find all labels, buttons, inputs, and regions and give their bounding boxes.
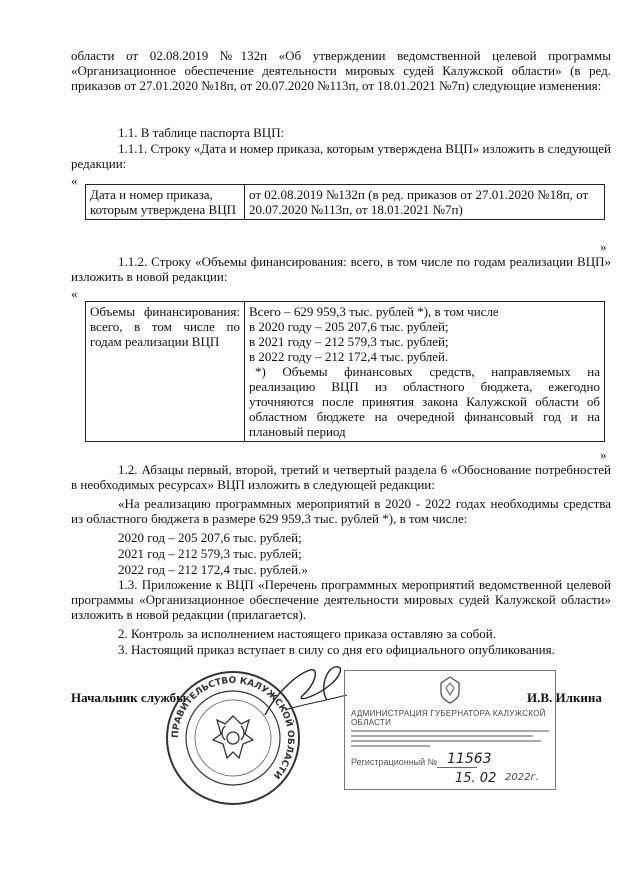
stamp-reg-number: 11563 — [447, 751, 492, 767]
item-3-paragraph: 3. Настоящий приказ вступает в силу со дня его официального опубликования. — [118, 642, 555, 657]
table-financing — [85, 301, 605, 442]
year-line-2022: 2022 год – 212 172,4 тыс. рублей.» — [118, 562, 308, 577]
item-1-1-1-paragraph: 1.1.1. Строку «Дата и номер приказа, которым утверждена ВЦП» изложить в следующей редакции: — [71, 141, 611, 171]
item-1-2-quote: «На реализацию программных мероприятий в 2020 - 2022 годах необходимы средства из областного бюджета в размере 629 959,3 тыс. рублей *), в том числе: — [71, 496, 611, 526]
table1-right-cell: от 02.08.2019 №132п (в ред. приказов от 27.01.2020 №18п, от 20.07.2020 №113п, от 18.01.2021 №7п) — [245, 185, 605, 220]
financing-line-2022: в 2022 году – 212 172,4 тыс. рублей. — [249, 349, 449, 364]
official-seal — [163, 668, 303, 808]
table1-left-cell: Дата и номер приказа, которым утверждена ВЦП — [86, 185, 245, 220]
signatory-position: Начальник службы — [71, 690, 187, 705]
quote-open-1: « — [71, 173, 78, 188]
table2-right-cell — [245, 302, 605, 442]
years-list — [118, 530, 418, 577]
intro-paragraph: области от 02.08.2019 №132п «Об утверждении ведомственной целевой программы «Организационное обеспечение деятельности мировых судей Калужской области» (в ред. приказов от 27.01.2020 №18п, от 20.07.2020 №113п, от 18.01.2021 №7п) следующие изменения: — [71, 48, 611, 93]
table2-left-cell: Объемы финансирования: всего, в том числе по годам реализации ВЦП — [86, 302, 245, 442]
item-1-1-2-paragraph: 1.1.2. Строку «Объемы финансирования: всего, в том числе по годам реализации ВЦП» изложить в новой редакции: — [71, 254, 611, 284]
financing-footnote: *) Объемы финансовых средств, направляемых на реализацию ВЦП из областного бюджета, ежегодно уточняются после принятия закона Калужской области об областном бюджете на очередной финансовый год и на плановый период — [249, 364, 600, 439]
emblem-icon — [436, 675, 464, 705]
quote-close-2: » — [600, 447, 607, 462]
item-2-paragraph: 2. Контроль за исполнением настоящего приказа оставляю за собой. — [118, 626, 496, 641]
stamp-org: АДМИНИСТРАЦИЯ ГУБЕРНАТОРА КАЛУЖСКОЙ ОБЛАСТИ — [351, 709, 546, 727]
stamp-date: 15. 02 — [455, 771, 497, 786]
stamp-fine-print — [351, 727, 549, 753]
item-1-3-paragraph: 1.3. Приложение к ВЦП «Перечень программных мероприятий ведомственной целевой программы «Организационное обеспечение деятельности мировых судей Калужской области» изложить в новой редакции (прилагается). — [71, 577, 611, 622]
signatory-name: И.В. Илкина — [527, 690, 602, 705]
financing-line-total: Всего – 629 959,3 тыс. рублей *), в том числе — [249, 304, 499, 319]
year-line-2020: 2020 год – 205 207,6 тыс. рублей; — [118, 530, 302, 545]
quote-close-1: » — [600, 239, 607, 254]
quote-open-2: « — [71, 286, 78, 301]
financing-line-2021: в 2021 году – 212 579,3 тыс. рублей; — [249, 334, 449, 349]
year-line-2021: 2021 год – 212 579,3 тыс. рублей; — [118, 546, 302, 561]
registration-stamp — [344, 670, 556, 790]
item-1-1-heading: 1.1. В таблице паспорта ВЦП: — [118, 125, 285, 140]
stamp-reg-label: Регистрационный № — [351, 757, 438, 767]
financing-line-2020: в 2020 году – 205 207,6 тыс. рублей; — [249, 319, 449, 334]
stamp-year: 2022г. — [505, 772, 539, 783]
table-date-number — [85, 184, 605, 220]
item-1-2-paragraph: 1.2. Абзацы первый, второй, третий и четвертый раздела 6 «Обоснование потребностей в необходимых ресурсах» ВЦП изложить в следующей редакции: — [71, 462, 611, 492]
seal-ring-text: ПРАВИТЕЛЬСТВО КАЛУЖСКОЙ ОБЛАСТИ — [170, 675, 296, 781]
